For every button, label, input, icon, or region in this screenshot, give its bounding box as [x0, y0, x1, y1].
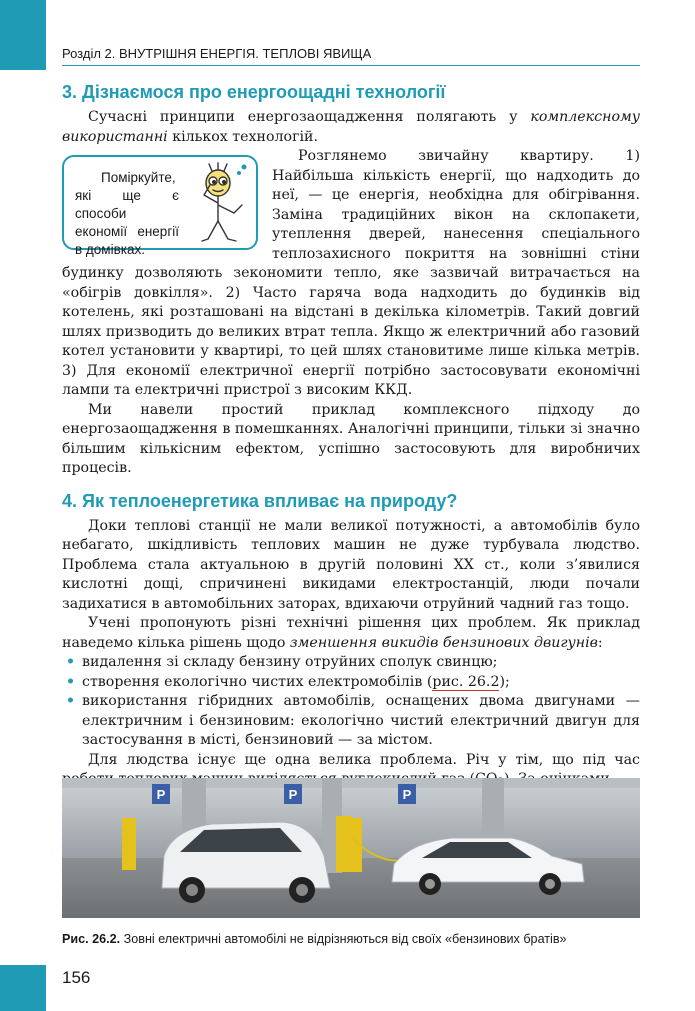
emphasis-text: комплексному використанні [62, 109, 640, 145]
list-item: • використання гібридних автомобілів, оснащених двома двигунами — електричним і бензиновим: екологічно чистий електричний двигун для застосування в місті, бензиновий — за містом. [62, 692, 640, 751]
think-box [62, 155, 258, 257]
figure-reference-link[interactable]: рис. 26.2 [432, 673, 500, 690]
think-box-text: Поміркуйте, які ще є способи економії енергії в домівках. [75, 170, 179, 257]
section-3-paragraph-3: Ми навели простий приклад комплексного підходу до енергозаощадження в помешканнях. Аналогічні принципи, тільки зі значно більшим кількісним ефектом, успішно застосовують для виробничих процесів. [62, 401, 640, 476]
section-4-paragraph-3: Для людства існує ще одна велика проблема. Річ у тім, що під час [88, 751, 640, 768]
electric-cars-photo [62, 778, 640, 918]
section-4-paragraph-1: Доки теплові станції не мали великої потужності, а автомобілів було небагато, шкідливість теплових машин не дуже турбувала людство. Проблема стала актуальною в другій половині XX ст., коли з’явилися кислотні дощі, спричинені викидами електростанцій, люди почали задихатися в автомобільних заторах, вдихаючи отруйний чадний газ тощо. [62, 517, 640, 612]
page-number: 156 [62, 968, 91, 987]
section-4-paragraph-2: Учені пропонують різні технічні рішення цих проблем. Як приклад наведемо кілька рішень щодо зменшення викидів бензинових двигунів: [62, 615, 640, 651]
parking-sign-label: P [402, 787, 412, 802]
page-content [62, 80, 640, 793]
section-3-heading: 3. Дізнаємося про енергоощадні технології [62, 82, 446, 102]
section-4-heading: 4. Як теплоенергетика впливає на природу? [62, 490, 458, 511]
chapter-tab-bottom [0, 965, 46, 1011]
emphasis-text: зменшення викидів бензинових двигунів [289, 634, 598, 651]
parking-sign-label: P [288, 787, 298, 802]
thinking-character-icon [182, 161, 252, 245]
section-3-paragraph-1: Сучасні принципи енергозаощадження полягають у комплексному використанні кількох технологій. [62, 109, 640, 145]
solutions-list [62, 653, 640, 751]
charging-station [122, 818, 136, 870]
section-3-paragraph-2: Поміркуйте, які ще є способи економії енергії в домівках. Розглянемо звичайну квартиру. 1) Найбільша кількість енергії, що надходить до неї, — це енергія, необхідна для обігрівання. Заміна традиційних вікон на склопакети, утеплення дверей, нанесення спеціального теплозахисного покриття на зовнішні стіни будинку дозволяють зекономити тепло, яке зазвичай витрачається на «обігрів довкілля». 2) Часто гаряча вода надходить до будинків від котелень, які розташовані на відстані в декілька кілометрів. Такий довгий шлях призводить до великих втрат тепла. Якщо ж електричний або газовий котел установити у квартирі, то цей шлях становитиме лише кілька метрів. 3) Для економії електричної енергії потрібно застосовувати економічні лампи та електричні пристрої з високим ККД. [62, 148, 640, 398]
figure-caption: Рис. 26.2. Зовні електричні автомобілі не відрізняються від своїх «бензинових братів» [62, 932, 567, 946]
header-divider [62, 65, 640, 66]
list-item: • видалення зі складу бензину отруйних сполук свинцю; [62, 653, 640, 673]
chapter-tab-top [0, 0, 46, 70]
list-item: • створення екологічно чистих електромобілів (рис. 26.2); [62, 673, 640, 693]
parking-sign-label: P [156, 787, 166, 802]
running-header: Розділ 2. ВНУТРІШНЯ ЕНЕРГІЯ. ТЕПЛОВІ ЯВИЩА [62, 46, 372, 61]
